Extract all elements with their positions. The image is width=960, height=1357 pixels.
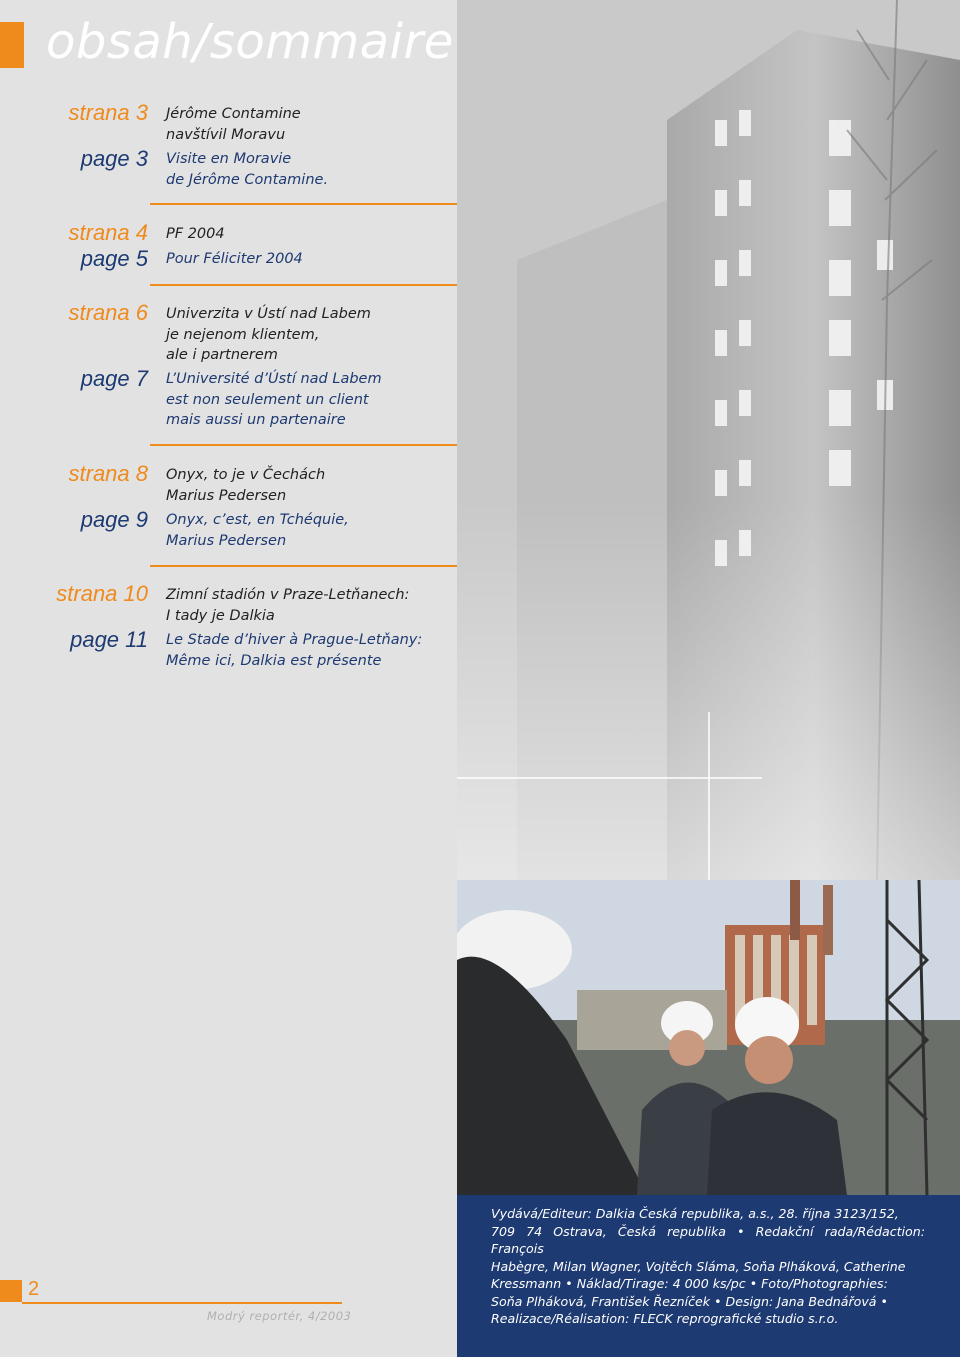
toc-entry-1-fr-page: page 3 [80, 146, 148, 171]
divider [150, 203, 457, 205]
toc-entry-2-fr-page: page 5 [80, 246, 148, 271]
toc-entry-1-cz-page: strana 3 [68, 100, 148, 125]
contents-panel [0, 0, 457, 1357]
toc-entry-4-cz-title: Onyx, to je v Čechách Marius Pedersen [166, 467, 326, 504]
toc-entry-2-cz-page: strana 4 [68, 220, 148, 245]
building-photo [457, 0, 960, 880]
title-accent-bar [0, 22, 24, 68]
divider [150, 284, 457, 286]
toc-entry-5-cz-page: strana 10 [56, 581, 148, 606]
toc-entry-1-cz-title: Jérôme Contamine navštívil Moravu [166, 106, 301, 143]
publication-label: Modrý reportér, 4/2003 [207, 1309, 352, 1323]
toc-entry-4-fr-page: page 9 [80, 507, 148, 532]
workers-photo [457, 880, 960, 1195]
toc-entry-3-fr-page: page 7 [80, 366, 148, 391]
toc-entry-2-cz-title: PF 2004 [166, 226, 225, 242]
toc-entry-4-fr-title: Onyx, c’est, en Tchéquie, Marius Pedersen [166, 512, 349, 549]
imprint-text: Vydává/Editeur: Dalkia Česká republika, a.s., 28. října 3123/152, 709 74 Ostrava, Česká republika • Redakční rada/Rédaction: François Habègre, Milan Wagner, Vojtěch Sláma, Soňa Plháková, Catherine Kressmann • Náklad/Tirage: 4 000 ks/pc • Foto/Photographies: Soňa Plháková, František Řezníček • Design: Jana Bednářová • Realizace/Réalisation: FLECK reprografické studio s.r.o. [491, 1206, 925, 1326]
page-number: 2 [28, 1278, 40, 1300]
divider [150, 565, 457, 567]
toc-entry-4-cz-page: strana 8 [68, 461, 148, 486]
page-number-marker [0, 1280, 22, 1302]
page-title: obsah/sommaire [46, 14, 454, 70]
toc-entry-3-fr-title: L’Université d’Ústí nad Labem est non seulement un client mais aussi un partenaire [166, 371, 382, 428]
footer-rule [22, 1302, 342, 1304]
toc-entry-3-cz-title: Univerzita v Ústí nad Labem je nejenom klientem, ale i partnerem [166, 306, 371, 363]
toc-entry-3-cz-page: strana 6 [68, 300, 148, 325]
toc-entry-5-fr-page: page 11 [70, 627, 148, 652]
toc-entry-5-cz-title: Zimní stadión v Praze-Letňanech: I tady je Dalkia [166, 587, 410, 624]
toc-entry-1-fr-title: Visite en Moravie de Jérôme Contamine. [166, 151, 329, 188]
toc-entry-2-fr-title: Pour Féliciter 2004 [166, 251, 303, 267]
imprint-box [457, 1195, 960, 1357]
divider [150, 444, 457, 446]
toc-entry-5-fr-title: Le Stade d’hiver à Prague-Letňany: Même ici, Dalkia est présente [166, 632, 423, 669]
